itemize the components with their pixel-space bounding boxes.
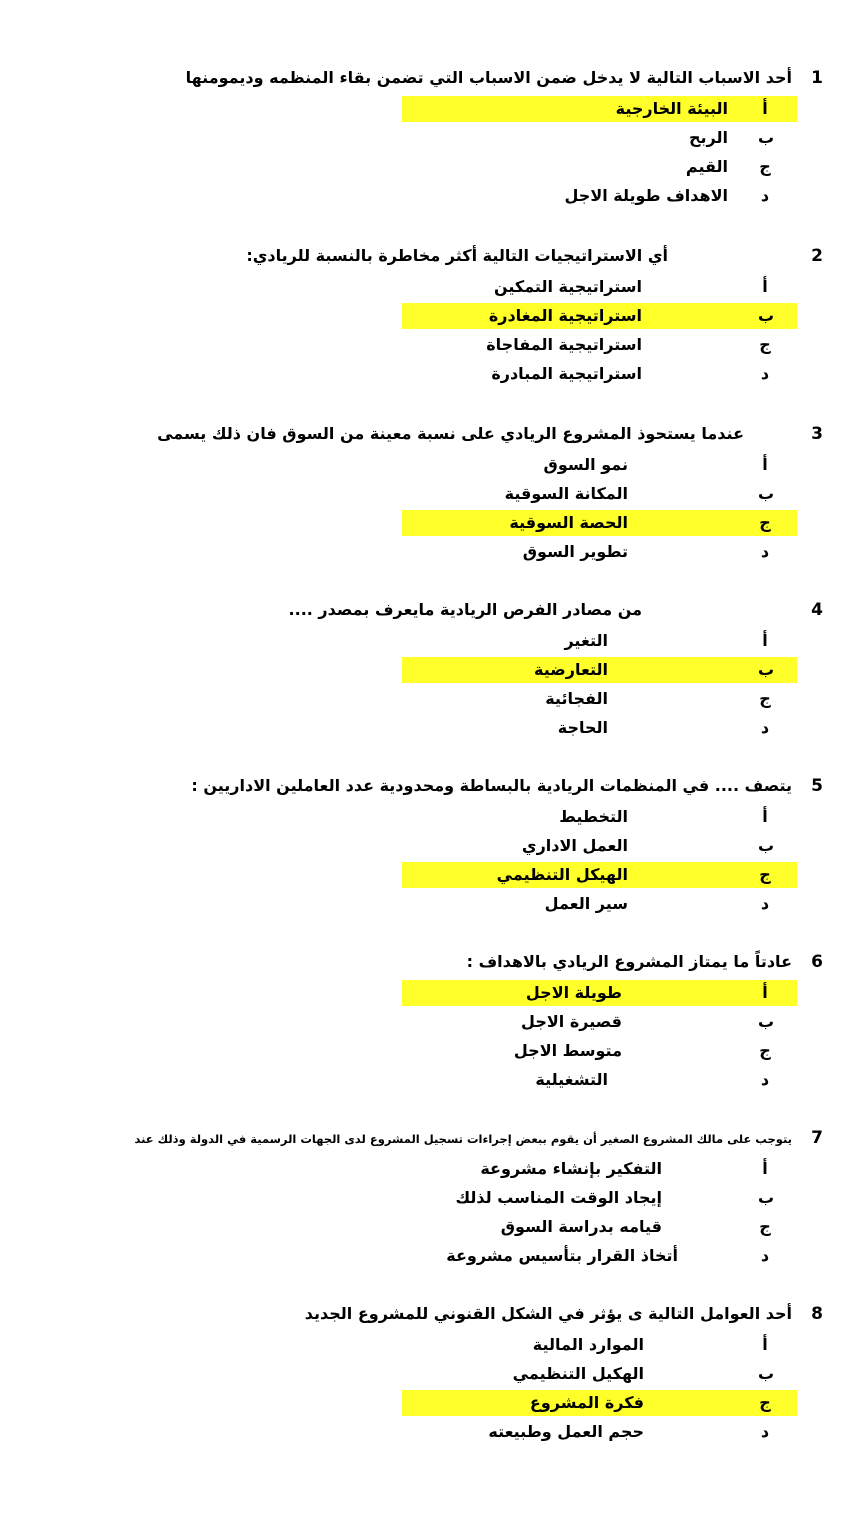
option-text[interactable]: قيامه بدراسة السوق bbox=[500, 1217, 662, 1236]
option-text[interactable]: قصيرة الاجل bbox=[521, 1012, 622, 1031]
option-text[interactable]: الحصة السوقية bbox=[509, 513, 628, 532]
option-letter: أ bbox=[762, 1159, 768, 1178]
option-letter: أ bbox=[762, 455, 768, 474]
option-text[interactable]: فكرة المشروع bbox=[529, 1393, 644, 1412]
option-text[interactable]: استراتيجية المغادرة bbox=[488, 306, 642, 325]
option-letter: د bbox=[760, 1422, 770, 1441]
option-letter: ب bbox=[758, 306, 775, 325]
option-letter: د bbox=[760, 1070, 770, 1089]
option-text[interactable]: الموارد المالية bbox=[532, 1335, 644, 1354]
question-text: يتصف .... في المنظمات الريادية بالبساطة ومحدودية عدد العاملين الاداريين : bbox=[191, 776, 792, 795]
option-text[interactable]: العمل الاداري bbox=[521, 836, 628, 855]
option-text[interactable]: التفكير بإنشاء مشروعة bbox=[480, 1159, 662, 1178]
question-text: أي الاستراتيجيات التالية أكثر مخاطرة بالنسبة للريادي: bbox=[246, 246, 668, 265]
question-text: أحد العوامل التالية ى يؤثر في الشكل القنوني للمشروع الجديد bbox=[304, 1304, 792, 1323]
option-letter: أ bbox=[762, 277, 768, 296]
option-letter: ج bbox=[759, 335, 771, 354]
option-letter: ج bbox=[759, 513, 771, 532]
option-letter: أ bbox=[762, 631, 768, 650]
option-letter: ب bbox=[758, 128, 775, 147]
question-text: عندما يستحوذ المشروع الريادي على نسبة معينة من السوق فان ذلك يسمى bbox=[157, 424, 744, 443]
question-number: 1 bbox=[811, 68, 823, 88]
option-text[interactable]: الهكيل التنظيمي bbox=[512, 1364, 644, 1383]
option-text[interactable]: التخطيط bbox=[559, 807, 628, 826]
option-text[interactable]: سير العمل bbox=[544, 894, 628, 913]
option-text[interactable]: الفجائية bbox=[545, 689, 608, 708]
option-text[interactable]: الربح bbox=[689, 128, 728, 147]
option-text[interactable]: البيئة الخارجية bbox=[615, 99, 728, 118]
option-letter: أ bbox=[762, 983, 768, 1002]
option-letter: د bbox=[760, 894, 770, 913]
option-letter: أ bbox=[762, 1335, 768, 1354]
option-text[interactable]: حجم العمل وطبيعته bbox=[488, 1422, 644, 1441]
question-text: يتوجب على مالك المشروع الصغير أن يقوم ببعض إجراءات تسجيل المشروع لدى الجهات الرسمية في الدولة وذلك عند bbox=[134, 1132, 792, 1146]
question-number: 5 bbox=[811, 776, 823, 796]
option-letter: ج bbox=[759, 865, 771, 884]
option-text[interactable]: التغير bbox=[564, 631, 608, 650]
option-letter: ب bbox=[758, 660, 775, 679]
question-text: من مصادر الفرص الريادية مايعرف بمصدر .... bbox=[288, 600, 642, 619]
option-letter: ب bbox=[758, 1364, 775, 1383]
option-letter: ب bbox=[758, 484, 775, 503]
question-number: 4 bbox=[811, 600, 823, 620]
option-letter: د bbox=[760, 186, 770, 205]
option-letter: ج bbox=[759, 1393, 771, 1412]
option-text[interactable]: الهيكل التنظيمي bbox=[496, 865, 628, 884]
option-letter: ج bbox=[759, 689, 771, 708]
option-letter: د bbox=[760, 1246, 770, 1265]
question-number: 3 bbox=[811, 424, 823, 444]
option-text[interactable]: استراتيجية المفاجاة bbox=[486, 335, 642, 354]
option-a-correct[interactable] bbox=[402, 96, 797, 122]
question-text: عادتاً ما يمتاز المشروع الريادي بالاهداف : bbox=[466, 952, 792, 971]
question-number: 6 bbox=[811, 952, 823, 972]
question-text: أحد الاسباب التالية لا يدخل ضمن الاسباب التي تضمن بقاء المنظمه وديمومنها bbox=[185, 68, 792, 87]
option-letter: ب bbox=[758, 1188, 775, 1207]
option-letter: ب bbox=[758, 836, 775, 855]
option-letter: د bbox=[760, 364, 770, 383]
option-letter: د bbox=[760, 542, 770, 561]
option-letter: أ bbox=[762, 807, 768, 826]
option-text[interactable]: المكانة السوقية bbox=[504, 484, 628, 503]
option-text[interactable]: متوسط الاجل bbox=[513, 1041, 622, 1060]
option-letter: د bbox=[760, 718, 770, 737]
option-text[interactable]: التشغيلية bbox=[535, 1070, 608, 1089]
option-letter: أ bbox=[762, 99, 768, 118]
option-text[interactable]: طويلة الاجل bbox=[525, 983, 622, 1002]
question-number: 7 bbox=[811, 1128, 823, 1148]
option-text[interactable]: استراتيجية التمكين bbox=[493, 277, 642, 296]
option-letter: ب bbox=[758, 1012, 775, 1031]
option-text[interactable]: نمو السوق bbox=[543, 455, 628, 474]
option-text[interactable]: التعارضية bbox=[534, 660, 608, 679]
option-text[interactable]: القيم bbox=[685, 157, 728, 176]
option-letter: ج bbox=[759, 157, 771, 176]
question-number: 2 bbox=[811, 246, 823, 266]
option-text[interactable]: الاهداف طويلة الاجل bbox=[564, 186, 728, 205]
option-text[interactable]: تطوير السوق bbox=[522, 542, 628, 561]
option-letter: ج bbox=[759, 1041, 771, 1060]
option-text[interactable]: إيجاد الوقت المناسب لذلك bbox=[455, 1188, 662, 1207]
option-text[interactable]: أتخاذ القرار بتأسيس مشروعة bbox=[446, 1246, 678, 1265]
option-letter: ج bbox=[759, 1217, 771, 1236]
question-number: 8 bbox=[811, 1304, 823, 1324]
option-text[interactable]: الحاجة bbox=[557, 718, 608, 737]
option-text[interactable]: استراتيجية المبادرة bbox=[491, 364, 642, 383]
